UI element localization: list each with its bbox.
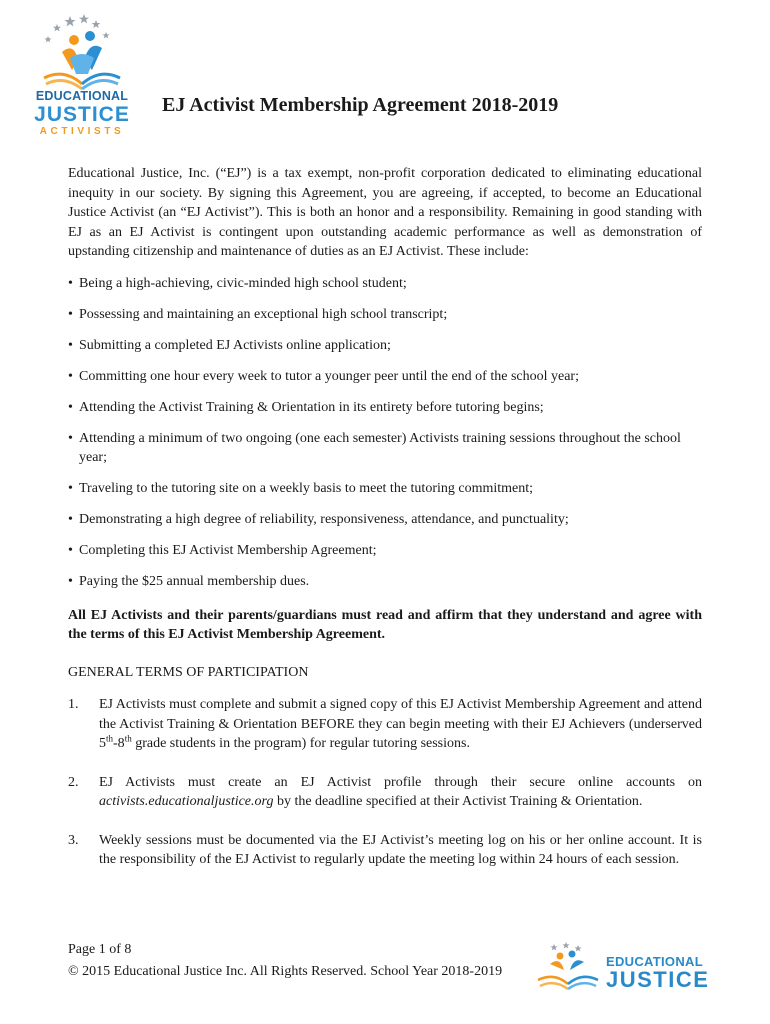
terms-list [68,695,702,870]
page-number: Page 1 of 8 [68,942,132,957]
affirmation-statement: All EJ Activists and their parents/guardians must read and affirm that they understand and agree with the terms of this EJ Activist Membership Agreement. [68,607,702,642]
term-text: grade students in the program) for regular tutoring sessions. [131,736,470,751]
logo-line1: EDUCATIONAL [35,89,129,103]
duties-list [68,274,702,592]
term-text: EJ Activists must complete and submit a signed copy of this EJ Activist Membership Agreement and attend the Activist Training & Orientation BEFORE they can begin meeting with their EJ Achievers (underserved 5 [99,697,702,751]
document-body [68,164,702,889]
term-item [68,695,702,754]
page-footer [68,939,502,983]
logo-wordmark [24,90,140,137]
logo-line2: JUSTICE [34,102,130,126]
duty-item: • Being a high-achieving, civic-minded high school student; [68,274,702,294]
duty-item: • Attending a minimum of two ongoing (one each semester) Activists training sessions throughout the school year; [68,429,702,468]
term-text: by the deadline specified at their Activist Training & Orientation. [273,794,643,809]
duty-item: • Paying the $25 annual membership dues. [68,572,702,592]
duty-item: • Demonstrating a high degree of reliability, responsiveness, attendance, and punctuality; [68,510,702,530]
superscript: th [106,733,114,744]
copyright-notice: © 2015 Educational Justice Inc. All Rights Reserved. School Year 2018-2019 [68,964,503,979]
logo-line3: ACTIVISTS [39,125,125,137]
term-item [68,773,702,812]
duty-item: • Traveling to the tutoring site on a weekly basis to meet the tutoring commitment; [68,479,702,499]
document-title: EJ Activist Membership Agreement 2018-2019 [162,94,559,116]
duty-item: • Completing this EJ Activist Membership Agreement; [68,541,702,561]
term-text: EJ Activists must create an EJ Activist profile through their secure online accounts on [99,774,702,790]
section-heading: GENERAL TERMS OF PARTICIPATION [68,664,309,680]
duty-item: • Attending the Activist Training & Orientation in its entirety before tutoring begins; [68,398,702,418]
term-item [68,831,702,870]
term-number: 3. [68,832,79,848]
duty-item: • Submitting a completed EJ Activists online application; [68,336,702,356]
footer-logo-line1: EDUCATIONAL [606,954,703,969]
term-text: -8 [113,736,125,751]
footer-logo-line2: JUSTICE [606,967,710,992]
superscript: th [124,733,132,744]
footer-logo-wordmark [606,955,709,991]
intro-paragraph: Educational Justice, Inc. (“EJ”) is a tax exempt, non-profit corporation dedicated to eliminating educational inequity in our society. By signing this Agreement, you are agreeing, if accepted, to become an Educational Justice Activist (an “EJ Activist”). This is both an honor and a responsibility. Remaining in good standing with EJ as an EJ Activist is contingent upon outstanding academic performance as well as demonstration of upstanding citizenship and maintenance of duties as an EJ Activist. These include: [68,166,702,259]
duty-item: • Committing one hour every week to tutor a younger peer until the end of the school year; [68,367,702,387]
duty-item: • Possessing and maintaining an exceptional high school transcript; [68,305,702,325]
term-number: 2. [68,774,79,790]
term-text: Weekly sessions must be documented via the EJ Activist’s meeting log on his or her online account. It is the responsibility of the EJ Activist to regularly update the meeting log within 24 hours of each session. [99,832,702,867]
activists-url: activists.educationaljustice.org [99,794,274,809]
term-number: 1. [68,697,79,712]
